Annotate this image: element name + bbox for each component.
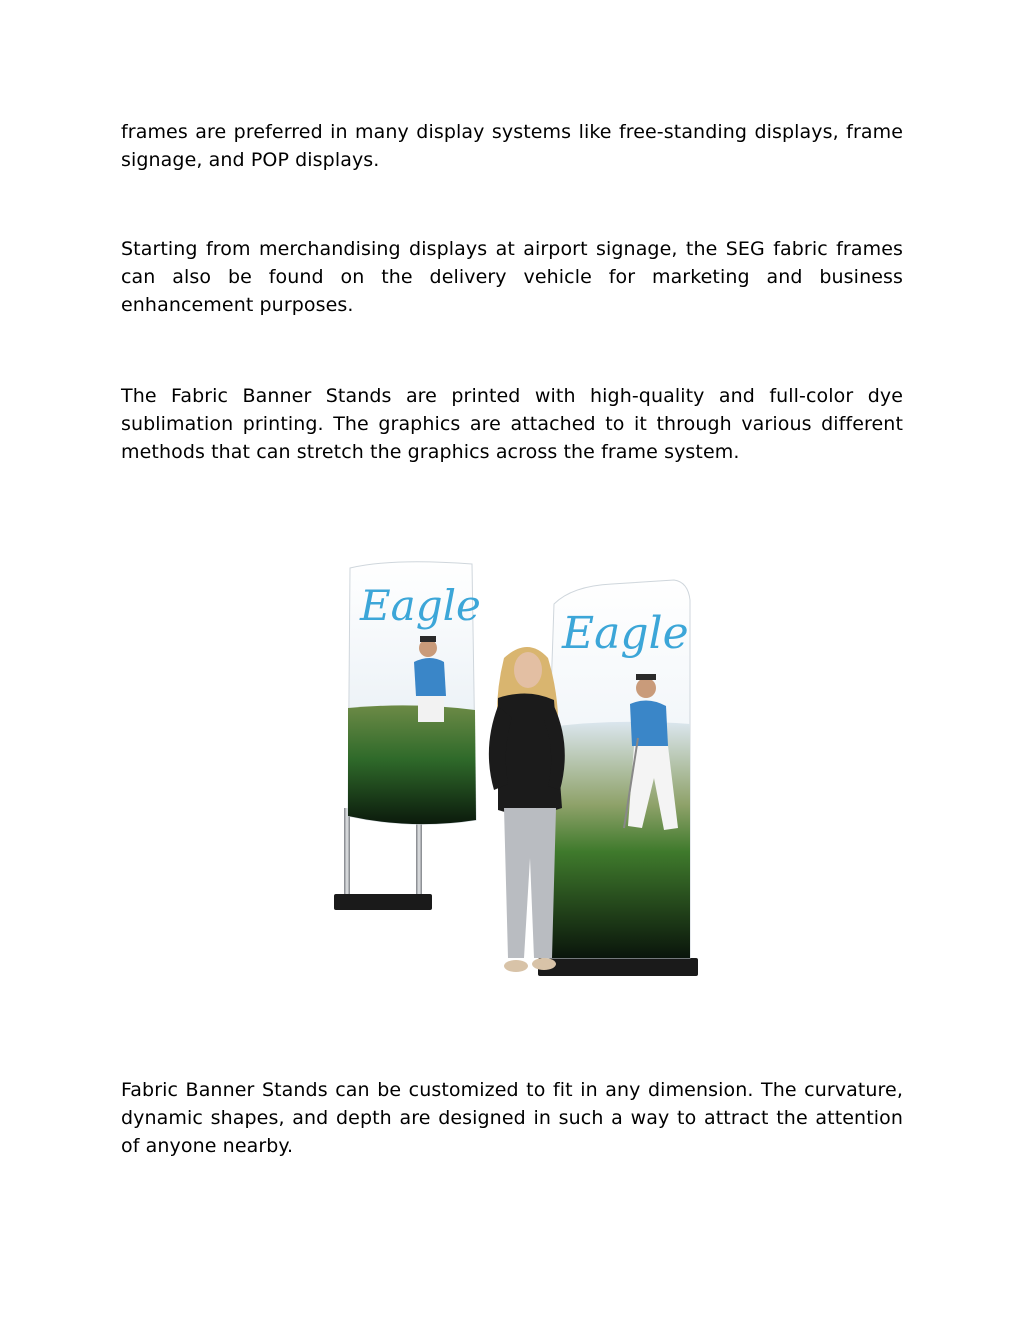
paragraph-1: frames are preferred in many display systems like free-standing displays, frame signage, and POP displays.	[121, 121, 903, 171]
right-banner-logo-text: Eagle	[562, 608, 689, 659]
left-banner-stand	[334, 562, 481, 910]
paragraph-3: The Fabric Banner Stands are printed with high-quality and full-color dye sublimation printing. The graphics are attached to it through various different methods that can stretch the graphics across the frame system.	[121, 385, 903, 463]
left-banner-logo-text: Eagle	[360, 581, 481, 630]
paragraph-2: Starting from merchandising displays at airport signage, the SEG fabric frames can also be found on the delivery vehicle for marketing and business enhancement purposes.	[121, 238, 903, 316]
paragraph-4: Fabric Banner Stands can be customized to fit in any dimension. The curvature, dynamic shapes, and depth are designed in such a way to attract the attention of anyone nearby.	[121, 1079, 903, 1157]
fabric-banner-stands-photo	[272, 528, 752, 1016]
